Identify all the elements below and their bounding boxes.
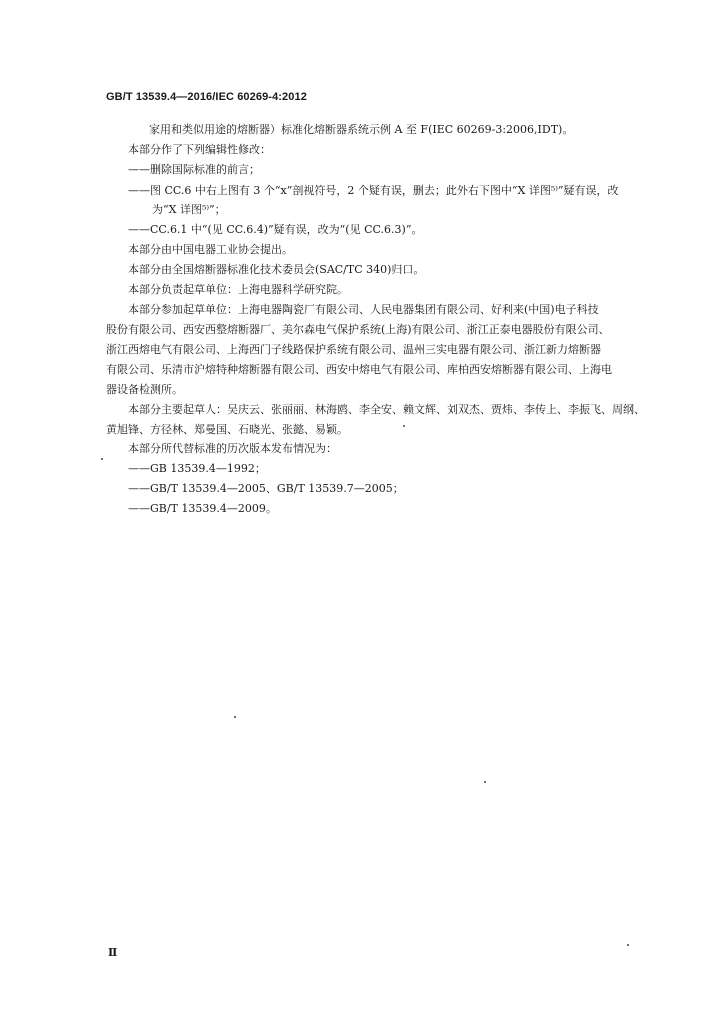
body-line: 本部分参加起草单位：上海电器陶瓷厂有限公司、人民电器集团有限公司、好利来(中国)电子科技 <box>128 303 599 316</box>
body-line: 家用和类似用途的熔断器）标准化熔断器系统示例 A 至 F(IEC 60269-3:2006,IDT)。 <box>149 123 574 136</box>
body-line: 有限公司、乐清市沪熔特种熔断器有限公司、西安中熔电气有限公司、库柏西安熔断器有限公司、上海电 <box>106 363 612 376</box>
body-line: 股份有限公司、西安西整熔断器厂、美尔森电气保护系统(上海)有限公司、浙江正泰电器股份有限公司、 <box>106 323 610 336</box>
list-item: ——GB 13539.4—1992； <box>128 462 266 475</box>
list-item: ——删除国际标准的前言； <box>128 163 260 176</box>
scan-speck <box>403 425 405 427</box>
body-line: 本部分由中国电器工业协会提出。 <box>128 243 293 256</box>
body-line: 浙江西熔电气有限公司、上海西门子线路保护系统有限公司、温州三实电器有限公司、浙江新力熔断器 <box>106 343 601 356</box>
body-line: 器设备检测所。 <box>106 383 183 396</box>
scan-speck <box>627 944 629 946</box>
body-line: 本部分负责起草单位：上海电器科学研究院。 <box>128 283 348 296</box>
list-item: ——图 CC.6 中右上图有 3 个“x”剖视符号，2 个疑有误，删去；此外右下图中“X 详图⁵⁾”疑有误，改 <box>128 184 619 197</box>
list-item: ——CC.6.1 中“(见 CC.6.4)”疑有误，改为“(见 CC.6.3)”。 <box>128 223 423 236</box>
body-line: 黄旭锋、方径林、郑曼国、石晓光、张懿、易颖。 <box>106 423 348 436</box>
scan-speck <box>484 781 486 783</box>
body-line: 本部分所代替标准的历次版本发布情况为： <box>128 442 337 455</box>
standard-header: GB/T 13539.4—2016/IEC 60269-4:2012 <box>106 91 307 103</box>
scan-speck <box>234 716 236 718</box>
body-line: 本部分由全国熔断器标准化技术委员会(SAC/TC 340)归口。 <box>128 263 425 276</box>
page-number: Ⅱ <box>108 946 118 959</box>
list-item: ——GB/T 13539.4—2005、GB/T 13539.7—2005； <box>128 482 404 495</box>
list-item-continuation: 为“X 详图⁵⁾”； <box>152 203 226 216</box>
body-line: 本部分主要起草人：吴庆云、张丽丽、林海鸥、李全安、赖文辉、刘双杰、贾炜、李传上、李振飞、周纲、 <box>128 403 645 416</box>
body-line: 本部分作了下列编辑性修改： <box>128 143 271 156</box>
list-item: ——GB/T 13539.4—2009。 <box>128 502 277 515</box>
scan-speck <box>101 458 103 460</box>
